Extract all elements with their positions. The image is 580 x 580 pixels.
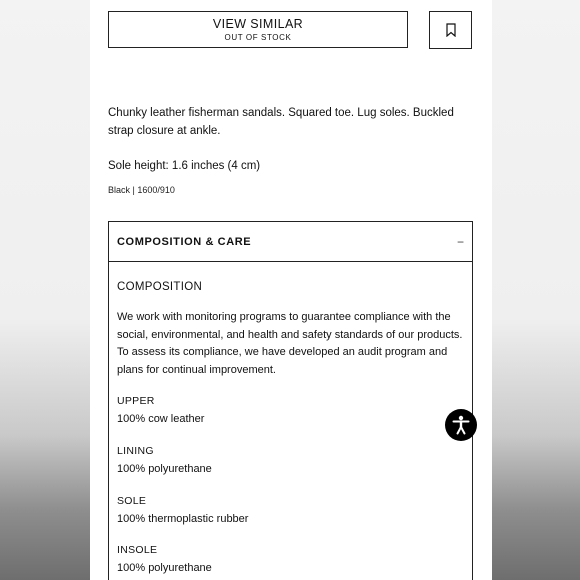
accordion-header[interactable]	[109, 222, 472, 262]
product-description: Chunky leather fisherman sandals. Squared toe. Lug soles. Buckled strap closure at ankle.	[108, 107, 454, 137]
color-reference: Black | 1600/910	[108, 185, 175, 195]
accessibility-button[interactable]	[445, 409, 477, 441]
material-label: SOLE	[117, 495, 147, 507]
material-label: LINING	[117, 445, 154, 457]
material-label: INSOLE	[117, 544, 158, 556]
material-value: 100% polyurethane	[117, 562, 212, 574]
material-value: 100% polyurethane	[117, 463, 212, 475]
sole-height: Sole height: 1.6 inches (4 cm)	[108, 160, 261, 172]
view-similar-label: VIEW SIMILAR	[212, 16, 304, 31]
product-detail-panel	[90, 0, 492, 580]
material-value: 100% thermoplastic rubber	[117, 513, 249, 525]
accessibility-icon	[450, 414, 472, 436]
accordion-title: COMPOSITION & CARE	[117, 235, 252, 248]
stock-status: OUT OF STOCK	[224, 32, 292, 42]
bookmark-button[interactable]	[429, 11, 472, 49]
bookmark-icon	[446, 23, 456, 37]
view-similar-button[interactable]	[108, 11, 408, 48]
composition-care-accordion	[108, 221, 473, 580]
material-label: UPPER	[117, 395, 155, 407]
material-value: 100% cow leather	[117, 413, 205, 425]
composition-heading: COMPOSITION	[117, 281, 203, 293]
composition-text: We work with monitoring programs to guarantee compliance with the social, environmental, and health and safety standards of our products. To assess its compliance, we have developed an audit program and plans for continual improvement.	[117, 311, 463, 376]
collapse-icon[interactable]: −	[456, 234, 464, 249]
